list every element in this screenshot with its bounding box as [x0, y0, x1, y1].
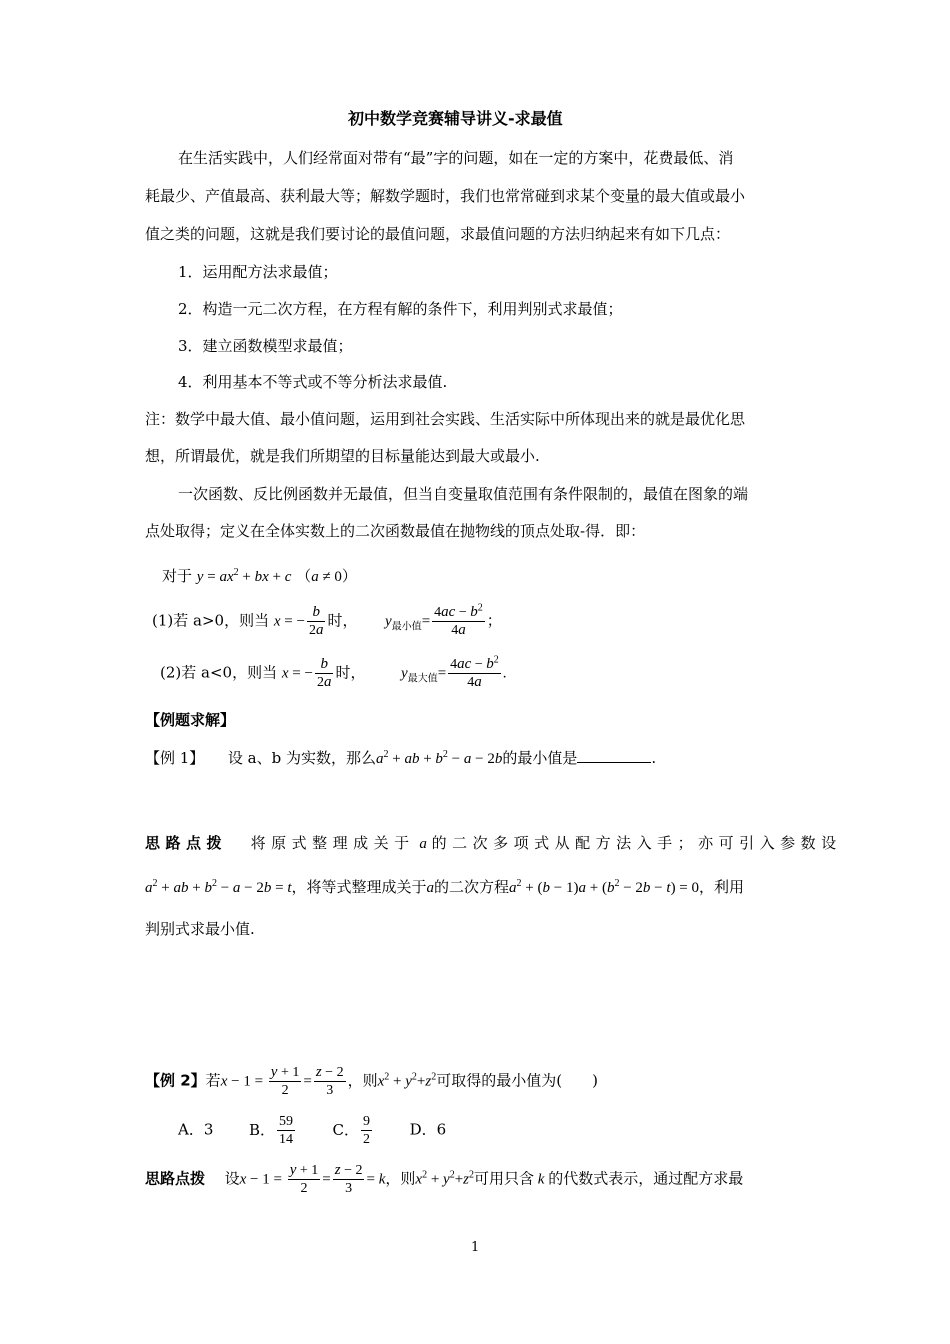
option-a[interactable]: A．3 — [178, 1120, 214, 1139]
hint-2: 思路点拨 设x − 1 = $\frac{y + 1}{2}$ = $\frac{z - 2}{3}$ = k，则$x^2 + y^2+z^2$可用只含 k 的代数式表示，通过配方求最 — [145, 1162, 744, 1196]
option-c[interactable]: C． $\frac{9}{2}$ — [332, 1114, 371, 1147]
para2-line-1: 一次函数、反比例函数并无最值，但当自变量取值范围有条件限制的，最值在图象的端 — [178, 485, 749, 503]
section-heading: 【例题求解】 — [145, 711, 236, 729]
page-title: 初中数学竞赛辅导讲义-求最值 — [348, 109, 563, 128]
example-2-options — [178, 1113, 446, 1148]
note-line-2: 想，所谓最优，就是我们所期望的目标量能达到最大或最小. — [145, 447, 540, 465]
method-item-3: 3．建立函数模型求最值； — [178, 337, 353, 355]
case-2: (2)若 a<0，则当 x = − $\frac{b}{2a}$ 时， $y_{最大值}=$ $\frac{4ac - b^2}{4a}$ . — [160, 654, 507, 690]
intro-line-3: 值之类的问题，这就是我们要讨论的最值问题，求最值问题的方法归纳起来有如下几点： — [145, 225, 731, 243]
hint-1-line-2: $a^2$ + ab + $b^2 - a - 2b = t$，将等式整理成关于a的二次方程$a^2 + (b - 1)a + (b^2 - 2b - t) = 0$，利用 — [145, 878, 745, 896]
vertex-x-fraction: $\frac{b}{2a}$ — [308, 604, 324, 638]
para2-line-2: 点处取得；定义在全体实数上的二次函数最值在抛物线的顶点处取-得．即： — [145, 522, 646, 540]
max-value-subscript: 最大值 — [407, 673, 438, 685]
example-1: 【例 1】 设 a、b 为实数，那么$a^2$ + ab + $b^2 - a - 2b$的最小值是 . — [145, 749, 657, 767]
intro-line-2: 耗最少、产值最高、获利最大等；解数学题时，我们也常常碰到求某个变量的最大值或最小 — [145, 187, 746, 205]
example-2-fraction-y: $\frac{y + 1}{2}$ — [270, 1064, 300, 1098]
hint-1-line-1: 思路点拨 将原式整理成关于 a 的二次多项式从配方法入手；亦可引入参数设 — [145, 834, 842, 852]
option-d[interactable]: D．6 — [409, 1120, 447, 1139]
example-2-label: 【例 2】 — [145, 1071, 206, 1090]
method-item-2: 2．构造一元二次方程，在方程有解的条件下，利用判别式求最值； — [178, 300, 623, 318]
quadratic-formula: y — [196, 569, 204, 585]
for-label: 对于 — [162, 567, 193, 585]
hint-1-label: 思路点拨 — [145, 834, 228, 852]
vertex-x-fraction-2: $\frac{b}{2a}$ — [316, 656, 332, 690]
example-2: 【例 2】若x − 1 = $\frac{y + 1}{2}$ = $\frac{z - 2}{3}$ ，则$x^2 + y^2+z^2$可取得的最小值为( ) — [145, 1064, 598, 1098]
method-item-1: 1．运用配方法求最值； — [178, 263, 338, 281]
note-line-1: 注：数学中最大值、最小值问题，运用到社会实践、生活实际中所体现出来的就是最优化思 — [145, 410, 746, 428]
hint-1-line-3: 判别式求最小值. — [145, 920, 255, 938]
answer-blank[interactable] — [577, 748, 651, 763]
max-value-fraction: $\frac{4ac - b^2}{4a}$ — [450, 654, 499, 690]
page-number: 1 — [471, 1240, 480, 1255]
method-item-4: 4．利用基本不等式或不等分析法求最值. — [178, 373, 448, 391]
hint-2-label: 思路点拨 — [145, 1169, 206, 1188]
min-value-subscript: 最小值 — [391, 621, 422, 633]
example-2-fraction-z: $\frac{z - 2}{3}$ — [315, 1064, 344, 1098]
intro-line-1: 在生活实践中，人们经常面对带有“最”字的问题，如在一定的方案中，花费最低、消 — [178, 149, 734, 167]
option-b[interactable]: B． $\frac{59}{14}$ — [248, 1114, 293, 1147]
example-1-label: 【例 1】 — [145, 749, 205, 767]
quadratic-definition: 对于 $y = ax^2$ + bx + c （a ≠ 0） — [162, 567, 357, 585]
min-value-fraction: $\frac{4ac - b^2}{4a}$ — [434, 602, 483, 638]
case-1: (1)若 a>0，则当 x = − $\frac{b}{2a}$ 时， $y_{最小值}=$ $\frac{4ac - b^2}{4a}$ ； — [152, 602, 502, 638]
